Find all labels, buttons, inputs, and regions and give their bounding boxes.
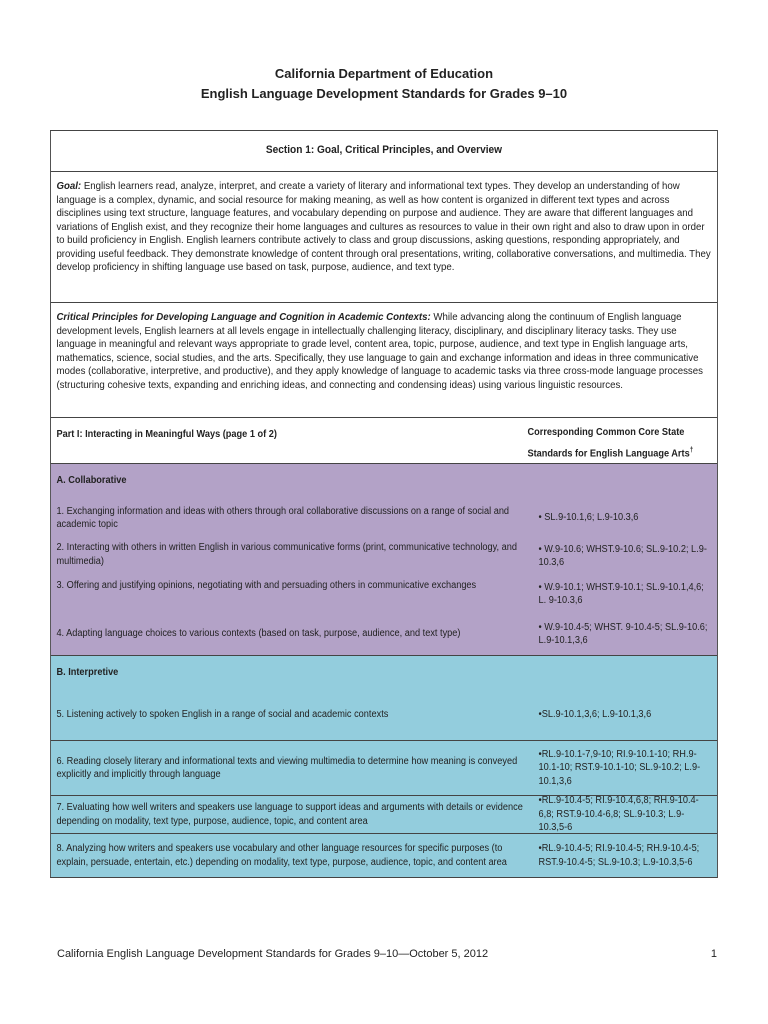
row-description: 6. Reading closely literary and informational texts and viewing multimedia to determine how meaning is conveyed explicitly and implicitly through language <box>56 755 518 780</box>
header-line-2: English Language Development Standards for Grades 9–10 <box>200 86 568 101</box>
row-standards: • W.9-10.4-5; WHST. 9-10.4-5; SL.9-10.6; L.9-10.1,3,6 <box>538 621 708 646</box>
table-row <box>51 575 717 613</box>
row-description: 4. Adapting language choices to various contexts (based on task, purpose, audience, and text type) <box>56 628 461 640</box>
row-description: 7. Evaluating how well writers and speakers use language to support ideas and arguments with details or evidence depending on modality, text type, purpose, audience, topic, and content area <box>56 802 523 827</box>
table-row <box>51 795 717 833</box>
part-header <box>51 418 717 464</box>
critical-lead: Critical Principles for Developing Language and Cognition in Academic Contexts: <box>56 311 431 323</box>
group-title-collaborative: A. Collaborative <box>56 475 127 486</box>
critical-text: While advancing along the continuum of English language development levels, English learners at all levels engage in intellectually challenging literacy, disciplinary, and disciplinary literacy tasks. They use language in meaningful and relevant ways appropriate to grade level, content area, topic, purpose, audience, and text type in English language arts, mathematics, science, social studies, and the arts. Specifically, they use language to gain and exchange information and ideas in three communicative modes (collaborative, interpretive, and productive), and they apply knowledge of language to academic tasks via three cross-mode language processes (structuring cohesive texts, expanding and enriching ideas, and connecting and condensing ideas) using various linguistic resources. <box>56 311 703 391</box>
row-standards: •RL.9-10.4-5; RI.9-10.4-5; RH.9-10.4-5; RST.9-10.4-5; SL.9-10.3; L.9-10.3,5-6 <box>538 843 700 868</box>
row-standards: • W.9-10.6; WHST.9-10.6; SL.9-10.2; L.9-10.3,6 <box>538 543 707 568</box>
table-row <box>51 690 717 740</box>
table-row <box>51 833 717 877</box>
row-standards: •RL.9-10.1-7,9-10; RI.9-10.1-10; RH.9-10.1-10; RST.9-10.1-10; SL.9-10.2; L.9-10.1,3,6 <box>538 748 701 787</box>
footer-text: California English Language Development Standards for Grades 9–10—October 5, 2012 <box>57 948 489 960</box>
table-row <box>51 537 717 575</box>
row-standards: •RL.9-10.4-5; RI.9-10.4,6,8; RH.9-10.4-6,8; RST.9-10.4-6,8; SL.9-10.3; L.9-10.3,5-6 <box>538 795 699 834</box>
group-interpretive <box>51 655 717 877</box>
group-title-interpretive: B. Interpretive <box>51 655 717 690</box>
row-standards: •SL.9-10.1,3,6; L.9-10.1,3,6 <box>538 709 652 721</box>
row-description: 8. Analyzing how writers and speakers use vocabulary and other language resources for specific purposes (to explain, persuade, entertain, etc.) depending on modality, text type, purpose, audience, topic, and content area <box>56 843 507 868</box>
standards-table <box>50 130 718 878</box>
document-header <box>0 64 768 104</box>
row-standards: • W.9-10.1; WHST.9-10.1; SL.9-10.1,4,6; L. 9-10.3,6 <box>538 581 704 606</box>
group-collaborative <box>51 464 717 655</box>
standards-footnote-mark: † <box>689 447 694 454</box>
row-description: 1. Exchanging information and ideas with others through oral collaborative discussions on a range of social and academic topic <box>56 505 510 530</box>
critical-principles-paragraph <box>51 303 717 418</box>
header-line-1: California Department of Education <box>274 66 494 81</box>
table-row <box>51 740 717 795</box>
standards-heading <box>522 418 717 463</box>
goal-paragraph <box>51 172 717 303</box>
table-row <box>51 499 717 537</box>
row-description: 2. Interacting with others in written English in various communicative forms (print, communicative technology, and multimedia) <box>56 542 517 567</box>
standards-heading-text: Corresponding Common Core State Standards for English Language Arts <box>527 427 690 460</box>
table-row <box>51 613 717 655</box>
row-description: 5. Listening actively to spoken English in a range of social and academic contexts <box>56 709 389 721</box>
page-footer <box>57 948 717 960</box>
section-title: Section 1: Goal, Critical Principles, and Overview <box>51 131 717 172</box>
row-standards: • SL.9-10.1,6; L.9-10.3,6 <box>538 512 639 524</box>
page-number: 1 <box>710 948 717 960</box>
goal-text: English learners read, analyze, interpret, and create a variety of literary and informational text types. They develop an understanding of how language is a complex, dynamic, and social resource for making meaning, as well as how content is organized in different text types and across disciplines using text structure, language features, and vocabulary depending on purpose and audience. They are aware that different languages and variations of English exist, and they recognize their home languages and cultures as resources to value in their own right and also to draw upon in order to build proficiency in English. English learners contribute actively to class and group discussions, asking questions, responding appropriately, and providing useful feedback. They demonstrate knowledge of content through oral presentations, writing, collaborative conversations, and multimedia. They develop proficiency in shifting language use based on task, purpose, audience, and text type. <box>56 180 711 273</box>
part-title: Part I: Interacting in Meaningful Ways (page 1 of 2) <box>56 429 277 440</box>
row-description: 3. Offering and justifying opinions, negotiating with and persuading others in communicative exchanges <box>56 580 477 591</box>
goal-lead: Goal: <box>56 180 82 192</box>
